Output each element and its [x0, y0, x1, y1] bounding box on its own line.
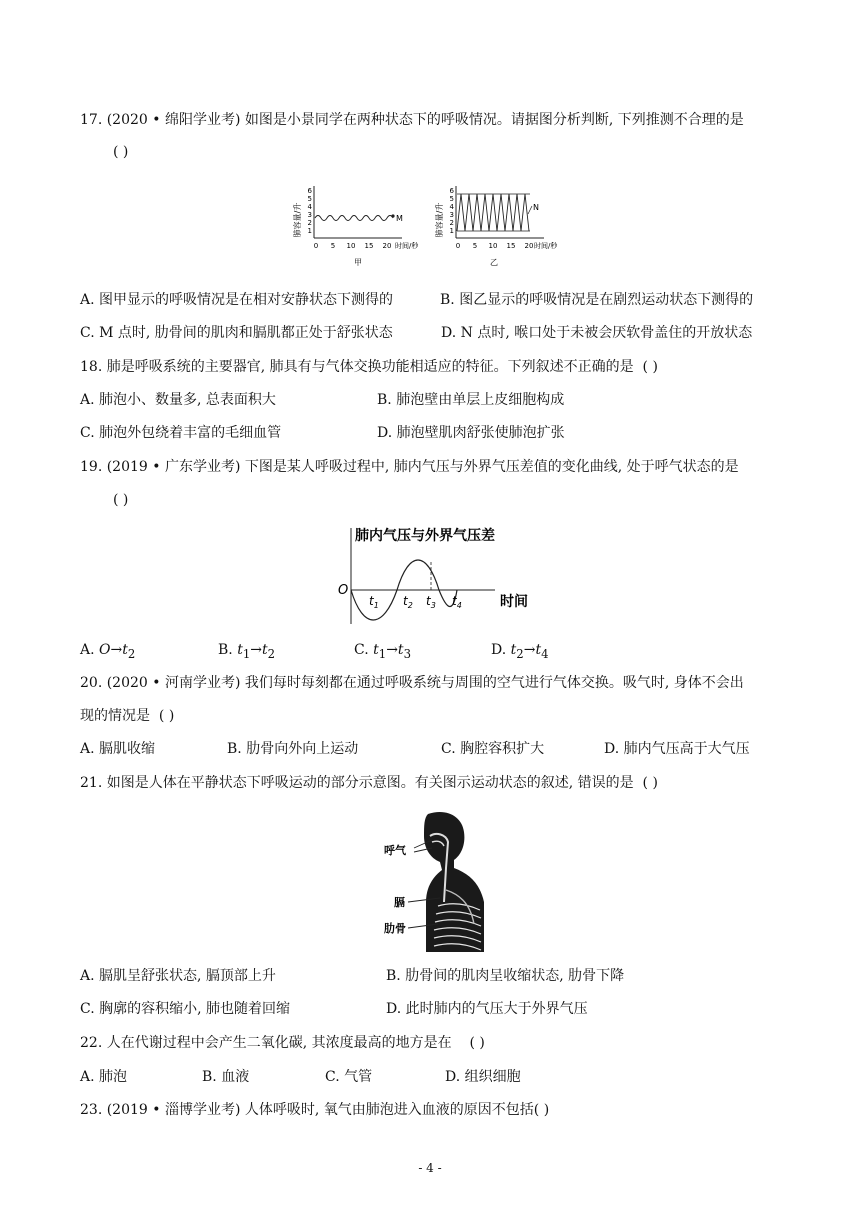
- origin-label: O: [338, 583, 349, 598]
- t3-label: $t_3$: [426, 594, 436, 610]
- point-m-label: M: [396, 214, 403, 223]
- q21-option-b: B. 肋骨间的肌肉呈收缩状态, 肋骨下降: [386, 968, 625, 984]
- svg-text:0: 0: [455, 242, 461, 250]
- question-23-stem: 23. (2019 • 淄博学业考) 人体呼吸时, 氧气由肺泡进入血液的原因不包括( ): [80, 1102, 550, 1118]
- svg-text:1: 1: [449, 227, 454, 235]
- right-x-axis-label: 时间/秒: [534, 242, 558, 250]
- right-y-axis-label: 肺容量/升: [435, 202, 444, 238]
- label-exhale: 呼气: [384, 844, 406, 857]
- question-19-stem: 19. (2019 • 广东学业考) 下图是某人呼吸过程中, 肺内气压与外界气压差值的变化曲线, 处于呼气状态的是: [80, 459, 739, 475]
- left-ytick: 3: [307, 211, 312, 219]
- left-ytick: 5: [307, 195, 312, 203]
- q18-option-d: D. 肺泡壁肌肉舒张使肺泡扩张: [377, 425, 565, 441]
- chart-left-jia: [292, 186, 419, 267]
- curve-title: 肺内气压与外界气压差: [355, 528, 495, 544]
- q22-option-a: A. 肺泡: [80, 1069, 128, 1085]
- q22-option-c: C. 气管: [325, 1069, 373, 1085]
- question-19-figure: [335, 522, 545, 630]
- svg-text:10: 10: [488, 242, 498, 250]
- svg-text:10: 10: [346, 242, 356, 250]
- left-ytick: 1: [307, 227, 312, 235]
- chart-right-yi: [434, 186, 558, 267]
- question-17-stem: 17. (2020 • 绵阳学业考) 如图是小景同学在两种状态下的呼吸情况。请据图分析判断, 下列推测不合理的是: [80, 112, 744, 128]
- question-18-stem: 18. 肺是呼吸系统的主要器官, 肺具有与气体交换功能相适应的特征。下列叙述不正确的是 ( ): [80, 359, 658, 375]
- q19-option-a: A. $O\to t_2$: [80, 642, 136, 661]
- q17-option-b: B. 图乙显示的呼吸情况是在剧烈运动状态下测得的: [440, 292, 754, 308]
- svg-text:6: 6: [449, 187, 454, 195]
- q17-option-d: D. N 点时, 喉口处于未被会厌软骨盖住的开放状态: [441, 325, 753, 341]
- t2-label: $t_2$: [403, 594, 413, 610]
- svg-text:20: 20: [382, 242, 392, 250]
- q19-option-d: D. $t_2\to t_4$: [491, 642, 549, 661]
- q18-option-a: A. 肺泡小、数量多, 总表面积大: [80, 392, 276, 408]
- q22-option-d: D. 组织细胞: [445, 1069, 521, 1085]
- svg-text:20: 20: [524, 242, 534, 250]
- point-n-label: N: [533, 203, 539, 212]
- question-17-figure: [292, 180, 562, 270]
- q21-option-a: A. 膈肌呈舒张状态, 膈顶部上升: [80, 968, 276, 984]
- question-20-stem: 20. (2020 • 河南学业考) 我们每时每刻都在通过呼吸系统与周围的空气进行气体交换。吸气时, 身体不会出: [80, 675, 744, 691]
- svg-text:0: 0: [313, 242, 319, 250]
- q21-option-c: C. 胸廓的容积缩小, 肺也随着回缩: [80, 1001, 291, 1017]
- time-axis-label: 时间: [500, 594, 528, 610]
- question-17-answer-blank: ( ): [113, 144, 129, 160]
- svg-text:15: 15: [506, 242, 516, 250]
- svg-text:15: 15: [364, 242, 374, 250]
- left-ytick: 6: [307, 187, 312, 195]
- t4-label: $t_4$: [452, 594, 462, 610]
- question-21-figure: [380, 806, 490, 956]
- left-ytick: 2: [307, 219, 312, 227]
- left-y-axis-label: 肺容量/升: [293, 202, 302, 238]
- svg-text:5: 5: [449, 195, 454, 203]
- question-21-stem: 21. 如图是人体在平静状态下呼吸运动的部分示意图。有关图示运动状态的叙述, 错误的是 ( ): [80, 775, 658, 791]
- q18-option-b: B. 肺泡壁由单层上皮细胞构成: [377, 392, 565, 408]
- q19-option-c: C. $t_1\to t_3$: [354, 642, 411, 661]
- q19-option-b: B. $t_1\to t_2$: [218, 642, 276, 661]
- q20-option-a: A. 膈肌收缩: [80, 741, 156, 757]
- label-diaphragm: 膈: [394, 896, 405, 909]
- svg-text:2: 2: [449, 219, 454, 227]
- svg-text:5: 5: [472, 242, 478, 250]
- question-19-answer-blank: ( ): [113, 492, 129, 508]
- q20-option-c: C. 胸腔容积扩大: [441, 741, 545, 757]
- left-x-axis-label: 时间/秒: [395, 242, 419, 250]
- q20-option-d: D. 肺内气压高于大气压: [604, 741, 750, 757]
- caption-yi: 乙: [490, 258, 498, 267]
- left-ytick: 4: [307, 203, 312, 211]
- page-number: - 4 -: [418, 1161, 442, 1175]
- q18-option-c: C. 肺泡外包绕着丰富的毛细血管: [80, 425, 282, 441]
- q22-option-b: B. 血液: [202, 1069, 250, 1085]
- q17-option-a: A. 图甲显示的呼吸情况是在相对安静状态下测得的: [80, 292, 394, 308]
- q20-option-b: B. 肋骨向外向上运动: [227, 741, 359, 757]
- svg-text:5: 5: [330, 242, 336, 250]
- q21-option-d: D. 此时肺内的气压大于外界气压: [386, 1001, 588, 1017]
- question-22-stem: 22. 人在代谢过程中会产生二氧化碳, 其浓度最高的地方是在 ( ): [80, 1035, 485, 1051]
- caption-jia: 甲: [354, 258, 362, 267]
- svg-text:4: 4: [449, 203, 454, 211]
- svg-text:3: 3: [449, 211, 454, 219]
- q17-option-c: C. M 点时, 肋骨间的肌肉和膈肌都正处于舒张状态: [80, 325, 393, 341]
- question-20-stem-continued: 现的情况是 ( ): [80, 708, 175, 724]
- t1-label: $t_1$: [369, 594, 379, 610]
- label-rib: 肋骨: [384, 922, 406, 935]
